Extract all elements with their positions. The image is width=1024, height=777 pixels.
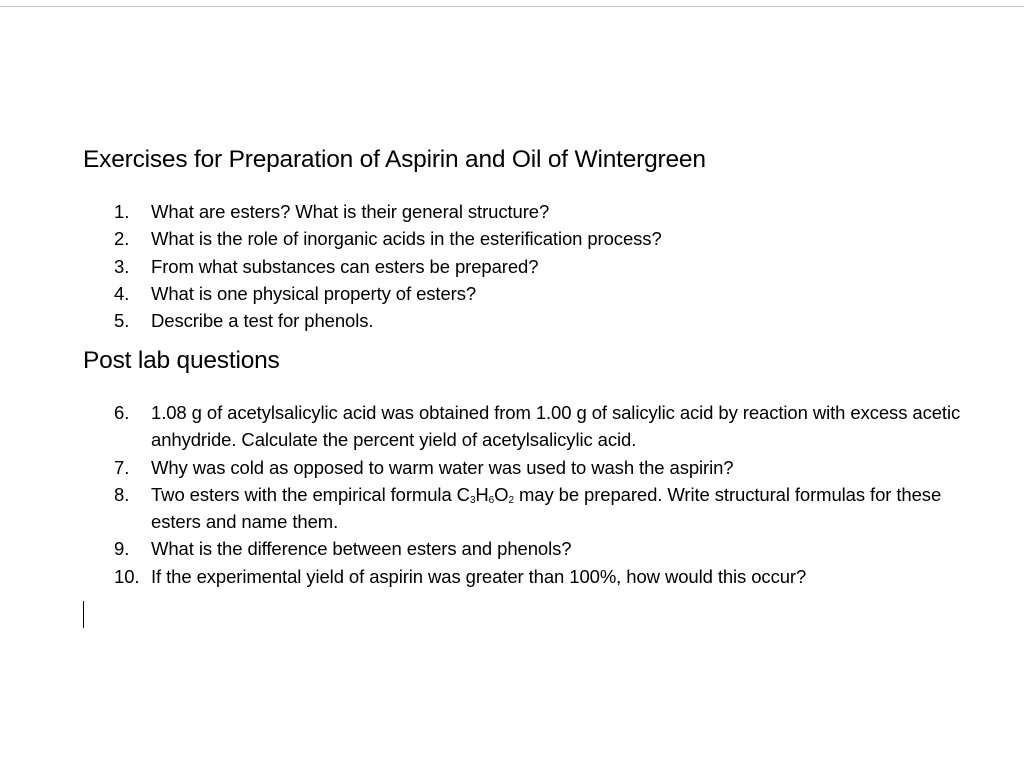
item-text: 1.08 g of acetylsalicylic acid was obtained from 1.00 g of salicylic acid by reaction with excess acetic anhydride. Calculate the percent yield of acetylsalicylic acid. bbox=[151, 402, 961, 451]
item-number: 8. bbox=[114, 483, 130, 505]
item-number: 3. bbox=[114, 255, 130, 277]
list-item bbox=[114, 454, 994, 481]
list-item bbox=[114, 307, 994, 334]
exercise-list bbox=[114, 198, 994, 334]
item-text-after: may be prepared. Write structural formulas for these esters and name them. bbox=[151, 483, 942, 533]
list-item bbox=[114, 399, 994, 454]
list-item bbox=[114, 563, 994, 590]
list-item bbox=[114, 253, 994, 280]
item-text bbox=[151, 484, 941, 532]
list-item bbox=[114, 198, 994, 225]
item-number: 5. bbox=[114, 310, 130, 332]
item-text: What is the difference between esters and phenols? bbox=[151, 538, 572, 560]
item-text: What is the role of inorganic acids in the esterification process? bbox=[151, 228, 662, 250]
text-cursor[interactable] bbox=[83, 601, 84, 628]
item-text: Why was cold as opposed to warm water was used to wash the aspirin? bbox=[151, 456, 734, 478]
item-text: Describe a test for phenols. bbox=[151, 310, 374, 332]
chemical-formula: $C_3H_6O_2$ bbox=[456, 483, 514, 506]
item-number: 1. bbox=[114, 201, 130, 222]
postlab-list bbox=[114, 399, 994, 590]
item-text: What is one physical property of esters? bbox=[151, 282, 477, 304]
item-number: 6. bbox=[114, 402, 130, 423]
list-item bbox=[114, 280, 994, 307]
ruler-divider bbox=[0, 6, 1024, 7]
item-number: 10. bbox=[114, 565, 140, 587]
item-text: What are esters? What is their general structure? bbox=[151, 201, 550, 222]
list-item bbox=[114, 535, 994, 562]
list-item bbox=[114, 225, 994, 252]
item-number: 4. bbox=[114, 282, 130, 304]
item-text: If the experimental yield of aspirin was greater than 100%, how would this occur? bbox=[151, 565, 807, 587]
item-number: 7. bbox=[114, 456, 130, 478]
item-number: 9. bbox=[114, 538, 130, 560]
item-text-before: Two esters with the empirical formula bbox=[151, 483, 457, 505]
item-text: From what substances can esters be prepared? bbox=[151, 255, 539, 277]
heading-postlab: Post lab questions bbox=[83, 347, 280, 374]
heading-exercises: Exercises for Preparation of Aspirin and Oil of Wintergreen bbox=[83, 146, 706, 173]
item-number: 2. bbox=[114, 228, 130, 250]
list-item bbox=[114, 481, 994, 536]
